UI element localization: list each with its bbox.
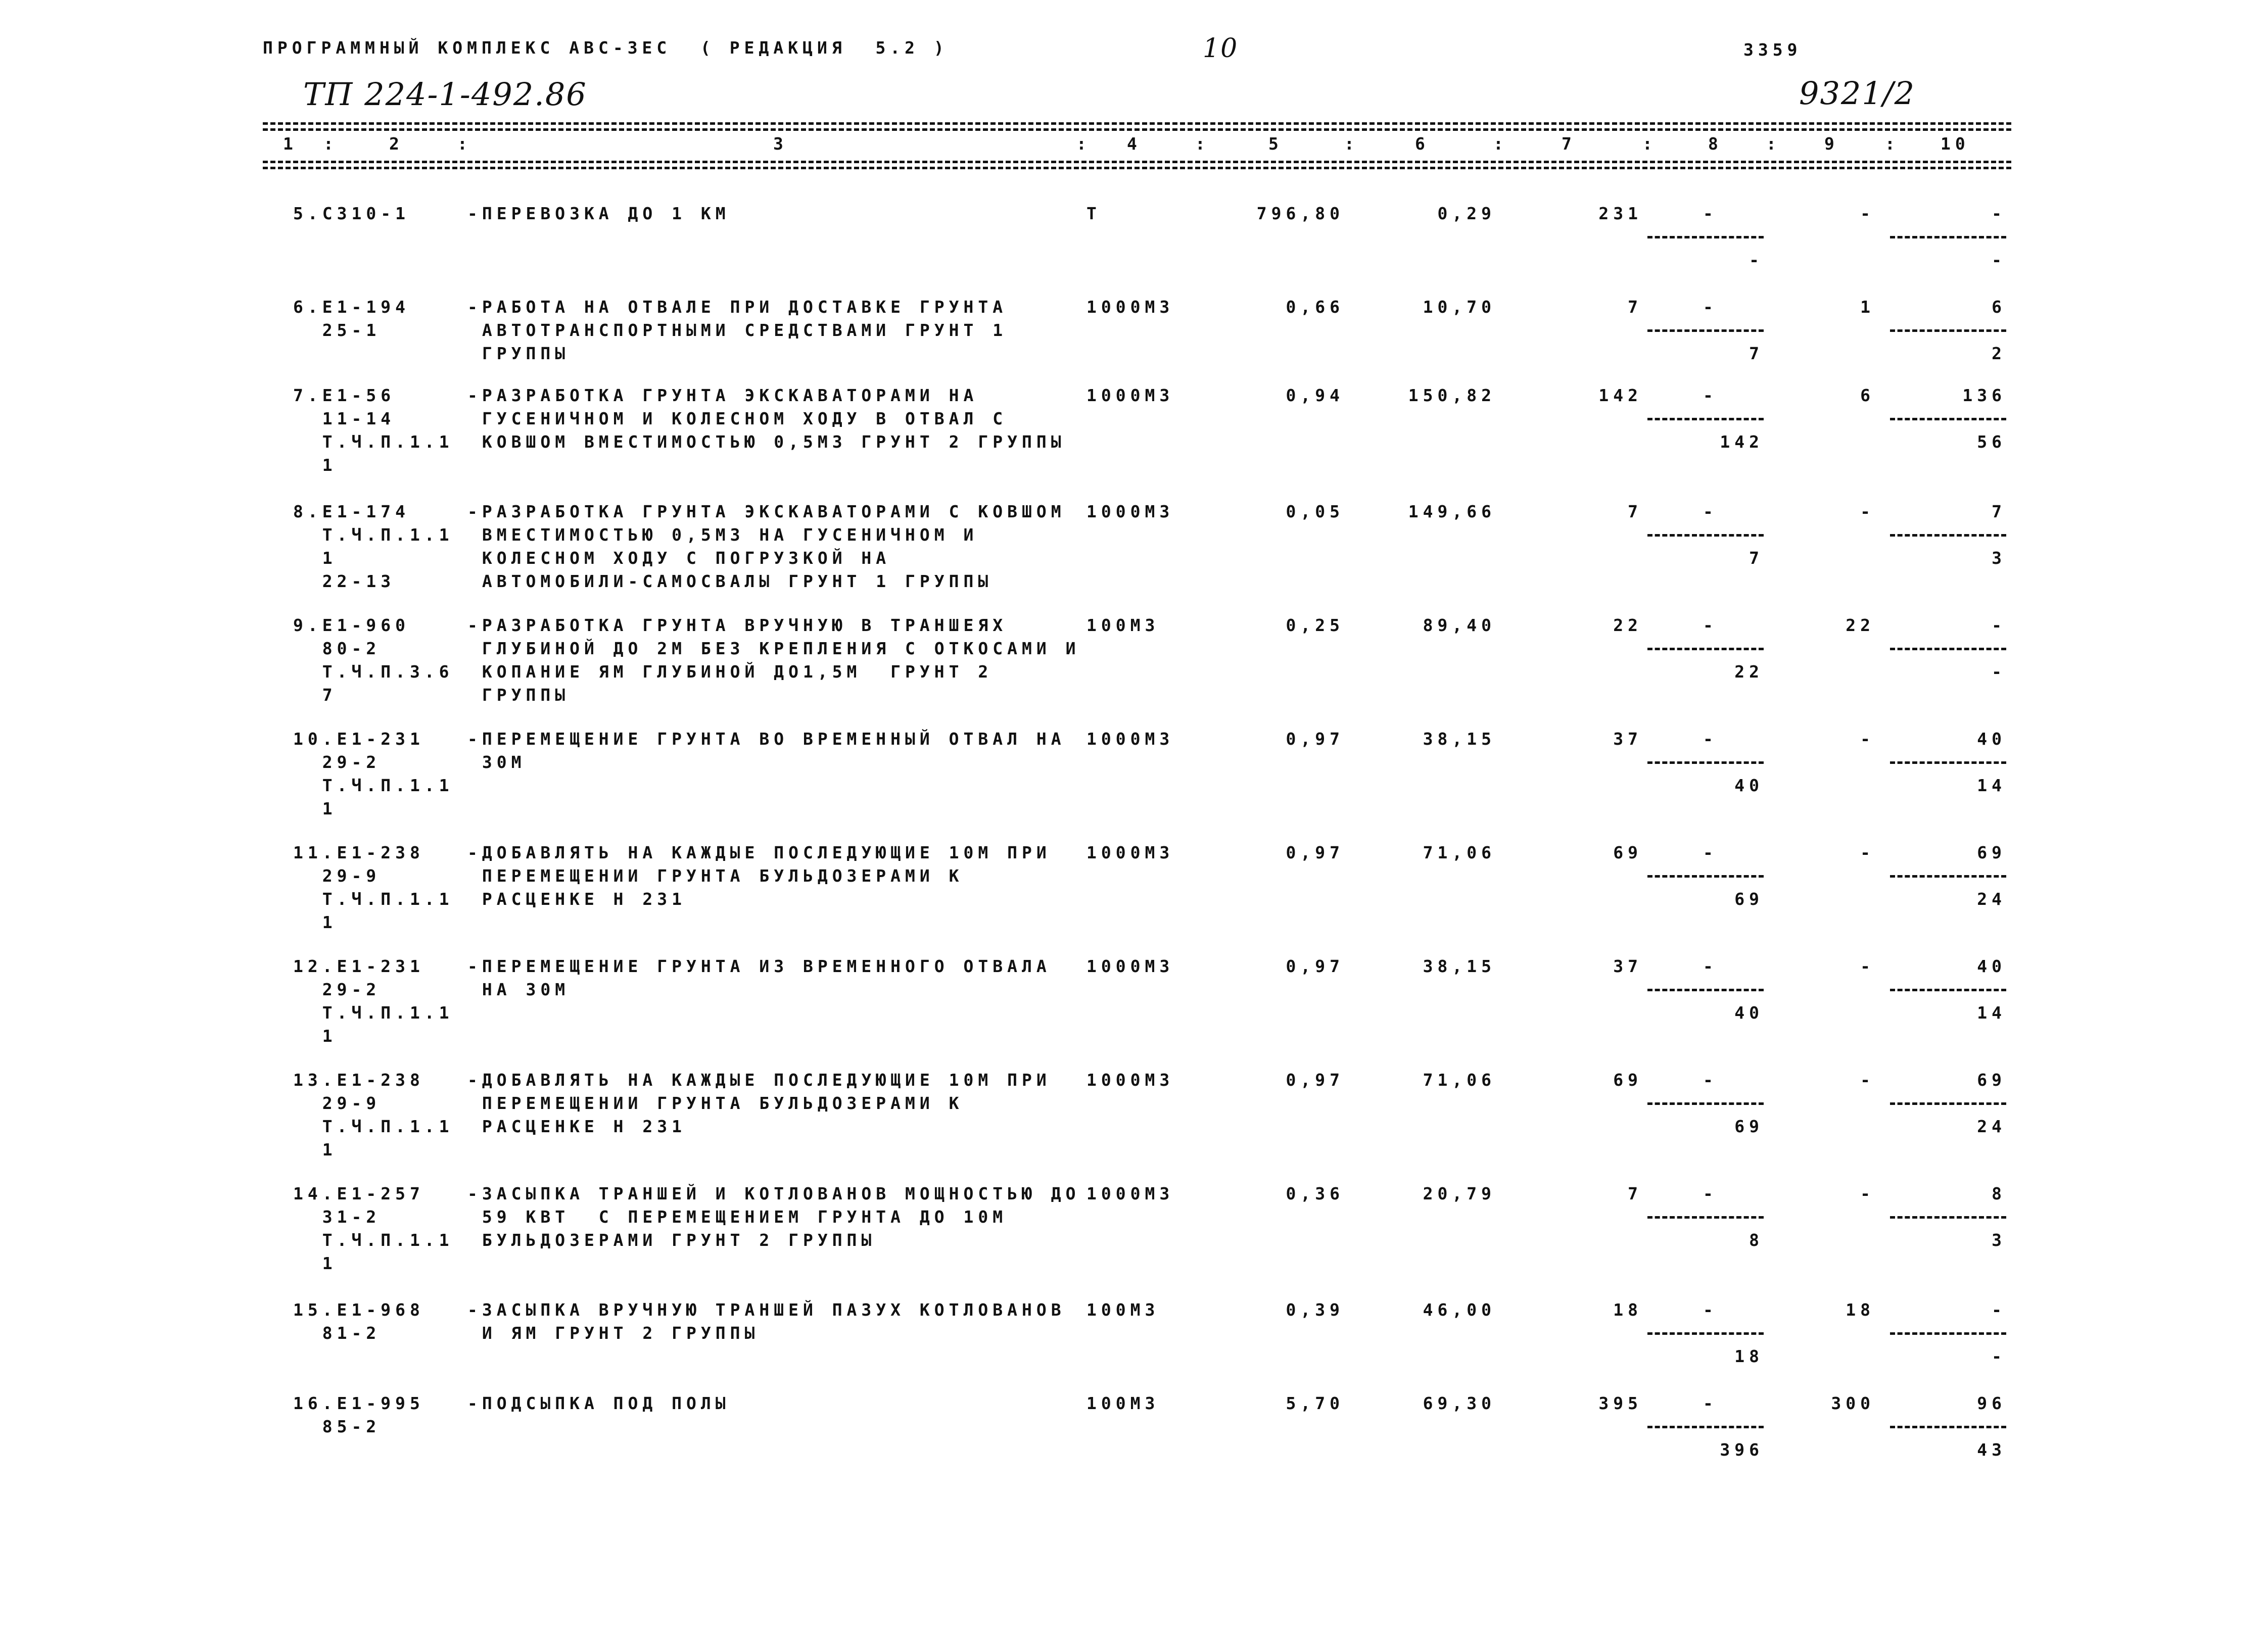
- column-8-values: [1647, 384, 1764, 454]
- item-code-line: 22-13: [293, 571, 396, 591]
- item-code: [293, 500, 454, 593]
- column-8-values: [1647, 1298, 1764, 1368]
- column-10-bottom: 3: [1992, 1230, 2006, 1250]
- item-code-line: 1: [293, 1253, 337, 1273]
- column-10-values: [1890, 202, 2006, 272]
- item-code: [293, 1182, 454, 1275]
- column-8-values: [1647, 1069, 1764, 1138]
- column-8-bottom: 22: [1734, 662, 1764, 682]
- item-description: [467, 1182, 1080, 1252]
- column-10-bottom: -: [1992, 250, 2006, 270]
- item-description-line: -ДОБАВЛЯТЬ НА КАЖДЫЕ ПОСЛЕДУЮЩИЕ 10М ПРИ: [467, 843, 1051, 862]
- item-code: [293, 1392, 424, 1438]
- item-code-line: 16.Е1-995: [293, 1393, 424, 1413]
- column-10-bottom: 14: [1977, 776, 2006, 795]
- column-10-values: [1890, 1182, 2006, 1252]
- header-rule-top: [263, 122, 2011, 125]
- quantity: 0,39: [1286, 1300, 1344, 1320]
- column-10-values: [1890, 1069, 2006, 1138]
- table-row: [0, 728, 2268, 839]
- column-separator: :: [1885, 134, 1900, 154]
- item-description-line: -ЗАСЫПКА ТРАНШЕЙ И КОТЛОВАНОВ МОЩНОСТЬЮ ДО: [467, 1184, 1080, 1203]
- header-rule-bottom: [263, 161, 2011, 163]
- item-description-line: -ДОБАВЛЯТЬ НА КАЖДЫЕ ПОСЛЕДУЮЩИЕ 10М ПРИ: [467, 1070, 1051, 1090]
- total-cost: 231: [1598, 204, 1642, 223]
- column-8-values: [1647, 841, 1764, 911]
- item-code: [293, 955, 454, 1048]
- column-10-bottom: 3: [1992, 548, 2006, 568]
- item-code-line: 10.Е1-231: [293, 729, 424, 749]
- item-code: [293, 296, 410, 342]
- column-10-top: 7: [1992, 502, 2006, 521]
- item-description: [467, 1392, 730, 1415]
- column-9-value: -: [1860, 956, 1875, 976]
- column-9-value: 6: [1860, 385, 1875, 405]
- item-description-line: ПЕРЕМЕЩЕНИИ ГРУНТА БУЛЬДОЗЕРАМИ К: [467, 866, 964, 886]
- column-10-bottom: 56: [1977, 432, 2006, 452]
- column-header-7: 7: [1562, 134, 1576, 154]
- total-cost: 395: [1598, 1393, 1642, 1413]
- column-8-divider: [1647, 319, 1764, 342]
- unit-of-measure: 1000М3: [1086, 956, 1174, 976]
- column-10-divider: [1890, 523, 2006, 547]
- column-8-top: -: [1703, 385, 1718, 405]
- item-description-line: 30М: [467, 752, 526, 772]
- column-8-top: -: [1703, 204, 1718, 223]
- column-8-values: [1647, 500, 1764, 570]
- column-8-bottom: 69: [1734, 889, 1764, 909]
- column-header-4: 4: [1127, 134, 1142, 154]
- column-8-top: -: [1703, 502, 1718, 521]
- column-10-divider: [1890, 637, 2006, 660]
- item-description: [467, 1069, 1051, 1138]
- item-description: [467, 384, 1066, 454]
- unit-price: 10,70: [1423, 297, 1496, 317]
- document-code: 3359: [1743, 40, 1802, 60]
- column-10-top: 40: [1977, 956, 2006, 976]
- column-9-value: -: [1860, 729, 1875, 749]
- item-description-line: -РАБОТА НА ОТВАЛЕ ПРИ ДОСТАВКЕ ГРУНТА: [467, 297, 1008, 317]
- column-9-value: -: [1860, 1184, 1875, 1203]
- unit-price: 20,79: [1423, 1184, 1496, 1203]
- quantity: 0,97: [1286, 1070, 1344, 1090]
- item-code-line: 1: [293, 1026, 337, 1046]
- column-header-2: 2: [389, 134, 404, 154]
- column-header-5: 5: [1268, 134, 1283, 154]
- column-8-top: -: [1703, 1393, 1718, 1413]
- unit-of-measure: 1000М3: [1086, 1184, 1174, 1203]
- item-code-line: 29-9: [293, 866, 381, 886]
- quantity: 0,66: [1286, 297, 1344, 317]
- item-description-line: НА 30М: [467, 980, 570, 999]
- column-separator: :: [323, 134, 338, 154]
- column-8-values: [1647, 1392, 1764, 1462]
- table-row: [0, 614, 2268, 725]
- column-8-values: [1647, 296, 1764, 365]
- unit-of-measure: 1000М3: [1086, 1070, 1174, 1090]
- item-code-line: 11-14: [293, 409, 396, 428]
- item-description-line: РАСЦЕНКЕ Н 231: [467, 1117, 687, 1136]
- item-code-line: 11.Е1-238: [293, 843, 424, 862]
- column-header-row: [0, 132, 2268, 158]
- column-8-top: -: [1703, 297, 1718, 317]
- item-description-line: -ПОДСЫПКА ПОД ПОЛЫ: [467, 1393, 730, 1413]
- column-8-divider: [1647, 523, 1764, 547]
- column-10-bottom: -: [1992, 662, 2006, 682]
- column-10-values: [1890, 1298, 2006, 1368]
- column-header-9: 9: [1824, 134, 1839, 154]
- handwritten-sheet-code: 9321/2: [1799, 75, 1916, 112]
- item-code-line: Т.Ч.П.1.1: [293, 432, 454, 452]
- column-10-top: 136: [1962, 385, 2006, 405]
- unit-of-measure: 100М3: [1086, 1393, 1160, 1413]
- column-separator: :: [1493, 134, 1508, 154]
- item-description-line: БУЛЬДОЗЕРАМИ ГРУНТ 2 ГРУППЫ: [467, 1230, 876, 1250]
- item-code-line: 6.Е1-194: [293, 297, 410, 317]
- column-10-top: 69: [1977, 843, 2006, 862]
- column-10-divider: [1890, 751, 2006, 774]
- column-8-divider: [1647, 978, 1764, 1001]
- column-8-bottom: 18: [1734, 1346, 1764, 1366]
- item-description-line: И ЯМ ГРУНТ 2 ГРУППЫ: [467, 1323, 760, 1343]
- column-8-bottom: -: [1749, 250, 1764, 270]
- header-rule-top-2: [263, 128, 2011, 131]
- unit-price: 89,40: [1423, 615, 1496, 635]
- total-cost: 7: [1628, 297, 1642, 317]
- column-10-divider: [1890, 1322, 2006, 1345]
- item-code-line: 85-2: [293, 1417, 381, 1436]
- item-description-line: -ПЕРЕМЕЩЕНИЕ ГРУНТА ВО ВРЕМЕННЫЙ ОТВАЛ НА: [467, 729, 1066, 749]
- column-8-top: -: [1703, 1070, 1718, 1090]
- column-10-top: 96: [1977, 1393, 2006, 1413]
- column-10-values: [1890, 500, 2006, 570]
- column-8-bottom: 142: [1720, 432, 1764, 452]
- total-cost: 69: [1613, 843, 1642, 862]
- item-code-line: Т.Ч.П.1.1: [293, 1003, 454, 1023]
- page-number: 10: [1203, 33, 1239, 64]
- item-code-line: Т.Ч.П.1.1: [293, 889, 454, 909]
- item-code: [293, 1069, 454, 1162]
- total-cost: 37: [1613, 956, 1642, 976]
- item-code-line: 9.Е1-960: [293, 615, 410, 635]
- item-description-line: 59 КВТ С ПЕРЕМЕЩЕНИЕМ ГРУНТА ДО 10М: [467, 1207, 1008, 1227]
- column-8-bottom: 7: [1749, 548, 1764, 568]
- column-10-top: -: [1992, 1300, 2006, 1320]
- item-code-line: 80-2: [293, 639, 381, 658]
- item-description: [467, 841, 1051, 911]
- total-cost: 37: [1613, 729, 1642, 749]
- header-rule-bottom-2: [263, 167, 2011, 169]
- item-description-line: ВМЕСТИМОСТЬЮ 0,5М3 НА ГУСЕНИЧНОМ И: [467, 525, 978, 545]
- item-code: [293, 841, 454, 934]
- column-10-values: [1890, 728, 2006, 797]
- column-8-bottom: 396: [1720, 1440, 1764, 1460]
- handwritten-project-code: ТП 224-1-492.86: [303, 76, 587, 113]
- column-8-divider: [1647, 1322, 1764, 1345]
- unit-price: 150,82: [1408, 385, 1496, 405]
- item-description: [467, 500, 1066, 593]
- item-code-line: 25-1: [293, 320, 381, 340]
- table-row: [0, 955, 2268, 1066]
- column-header-8: 8: [1708, 134, 1723, 154]
- total-cost: 69: [1613, 1070, 1642, 1090]
- column-8-top: -: [1703, 1300, 1718, 1320]
- item-code-line: 31-2: [293, 1207, 381, 1227]
- quantity: 0,25: [1286, 615, 1344, 635]
- quantity: 0,97: [1286, 843, 1344, 862]
- item-description: [467, 728, 1066, 774]
- quantity: 0,97: [1286, 956, 1344, 976]
- item-description-line: КОВШОМ ВМЕСТИМОСТЬЮ 0,5М3 ГРУНТ 2 ГРУППЫ: [467, 432, 1066, 452]
- column-8-divider: [1647, 637, 1764, 660]
- item-code-line: 1: [293, 548, 337, 568]
- column-8-divider: [1647, 1415, 1764, 1438]
- column-10-divider: [1890, 1415, 2006, 1438]
- column-10-divider: [1890, 407, 2006, 430]
- column-separator: :: [1642, 134, 1657, 154]
- unit-of-measure: 1000М3: [1086, 729, 1174, 749]
- column-8-bottom: 40: [1734, 1003, 1764, 1023]
- unit-price: 71,06: [1423, 1070, 1496, 1090]
- column-9-value: 300: [1831, 1393, 1875, 1413]
- column-8-divider: [1647, 407, 1764, 430]
- column-8-divider: [1647, 1092, 1764, 1115]
- total-cost: 7: [1628, 502, 1642, 521]
- item-code-line: 7.Е1-56: [293, 385, 396, 405]
- table-row: [0, 500, 2268, 611]
- column-8-values: [1647, 728, 1764, 797]
- item-description-line: АВТОМОБИЛИ-САМОСВАЛЫ ГРУНТ 1 ГРУППЫ: [467, 571, 993, 591]
- total-cost: 22: [1613, 615, 1642, 635]
- item-description: [467, 202, 730, 225]
- column-10-divider: [1890, 978, 2006, 1001]
- column-10-bottom: -: [1992, 1346, 2006, 1366]
- column-8-divider: [1647, 225, 1764, 249]
- column-10-top: 8: [1992, 1184, 2006, 1203]
- column-8-top: -: [1703, 729, 1718, 749]
- column-10-bottom: 43: [1977, 1440, 2006, 1460]
- column-8-bottom: 40: [1734, 776, 1764, 795]
- column-8-top: -: [1703, 1184, 1718, 1203]
- column-10-divider: [1890, 319, 2006, 342]
- unit-price: 46,00: [1423, 1300, 1496, 1320]
- unit-of-measure: 1000М3: [1086, 502, 1174, 521]
- column-8-bottom: 7: [1749, 344, 1764, 363]
- item-code-line: Т.Ч.П.1.1: [293, 1117, 454, 1136]
- total-cost: 7: [1628, 1184, 1642, 1203]
- quantity: 0,94: [1286, 385, 1344, 405]
- item-description-line: ГРУППЫ: [467, 685, 570, 705]
- item-description: [467, 296, 1007, 365]
- unit-of-measure: 1000М3: [1086, 385, 1174, 405]
- unit-price: 38,15: [1423, 956, 1496, 976]
- unit-of-measure: 1000М3: [1086, 297, 1174, 317]
- item-description-line: РАСЦЕНКЕ Н 231: [467, 889, 687, 909]
- column-8-divider: [1647, 751, 1764, 774]
- column-10-values: [1890, 955, 2006, 1025]
- column-10-bottom: 14: [1977, 1003, 2006, 1023]
- column-10-divider: [1890, 864, 2006, 888]
- column-9-value: -: [1860, 204, 1875, 223]
- column-header-1: 1: [283, 134, 298, 154]
- quantity: 0,36: [1286, 1184, 1344, 1203]
- item-code-line: 7: [293, 685, 337, 705]
- item-description-line: -РАЗРАБОТКА ГРУНТА ЭКСКАВАТОРАМИ НА: [467, 385, 978, 405]
- item-description-line: -ПЕРЕМЕЩЕНИЕ ГРУНТА ИЗ ВРЕМЕННОГО ОТВАЛА: [467, 956, 1051, 976]
- item-code-line: 29-2: [293, 752, 381, 772]
- item-code: [293, 614, 454, 707]
- column-8-top: -: [1703, 956, 1718, 976]
- column-9-value: -: [1860, 502, 1875, 521]
- column-8-divider: [1647, 864, 1764, 888]
- column-8-top: -: [1703, 615, 1718, 635]
- column-separator: :: [1195, 134, 1210, 154]
- item-code-line: 81-2: [293, 1323, 381, 1343]
- column-10-values: [1890, 614, 2006, 684]
- item-description-line: ГУСЕНИЧНОМ И КОЛЕСНОМ ХОДУ В ОТВАЛ С: [467, 409, 1008, 428]
- item-code: [293, 384, 454, 477]
- quantity: 0,05: [1286, 502, 1344, 521]
- column-header-6: 6: [1415, 134, 1430, 154]
- quantity: 5,70: [1286, 1393, 1344, 1413]
- column-10-top: 69: [1977, 1070, 2006, 1090]
- column-9-value: 22: [1846, 615, 1875, 635]
- item-code-line: 1: [293, 455, 337, 475]
- item-description-line: ПЕРЕМЕЩЕНИИ ГРУНТА БУЛЬДОЗЕРАМИ К: [467, 1093, 964, 1113]
- item-description-line: КОЛЕСНОМ ХОДУ С ПОГРУЗКОЙ НА: [467, 548, 891, 568]
- column-10-values: [1890, 1392, 2006, 1462]
- column-10-divider: [1890, 1205, 2006, 1229]
- column-10-top: -: [1992, 615, 2006, 635]
- item-code-line: 15.Е1-968: [293, 1300, 424, 1320]
- item-description-line: КОПАНИЕ ЯМ ГЛУБИНОЙ ДО1,5М ГРУНТ 2: [467, 662, 993, 682]
- column-10-bottom: 24: [1977, 1117, 2006, 1136]
- unit-price: 71,06: [1423, 843, 1496, 862]
- item-code-line: Т.Ч.П.1.1: [293, 776, 454, 795]
- column-10-bottom: 2: [1992, 344, 2006, 363]
- column-10-top: -: [1992, 204, 2006, 223]
- column-header-10: 10: [1941, 134, 1970, 154]
- column-10-top: 6: [1992, 297, 2006, 317]
- item-description-line: АВТОТРАНСПОРТНЫМИ СРЕДСТВАМИ ГРУНТ 1: [467, 320, 1008, 340]
- unit-of-measure: 100М3: [1086, 1300, 1160, 1320]
- item-code: [293, 1298, 424, 1345]
- column-9-value: -: [1860, 1070, 1875, 1090]
- total-cost: 18: [1613, 1300, 1642, 1320]
- column-10-divider: [1890, 1092, 2006, 1115]
- column-8-values: [1647, 955, 1764, 1025]
- quantity: 0,97: [1286, 729, 1344, 749]
- item-code-line: Т.Ч.П.1.1: [293, 525, 454, 545]
- column-header-3: 3: [773, 134, 788, 154]
- column-8-bottom: 69: [1734, 1117, 1764, 1136]
- column-8-top: -: [1703, 843, 1718, 862]
- item-description: [467, 955, 1051, 1001]
- quantity: 796,80: [1256, 204, 1344, 223]
- table-row: [0, 841, 2268, 952]
- item-description-line: ГРУППЫ: [467, 344, 570, 363]
- unit-price: 38,15: [1423, 729, 1496, 749]
- table-row: [0, 384, 2268, 495]
- table-row: [0, 1069, 2268, 1180]
- column-10-top: 40: [1977, 729, 2006, 749]
- column-10-values: [1890, 384, 2006, 454]
- unit-of-measure: 100М3: [1086, 615, 1160, 635]
- column-8-divider: [1647, 1205, 1764, 1229]
- column-separator: :: [457, 134, 472, 154]
- total-cost: 142: [1598, 385, 1642, 405]
- item-code-line: Т.Ч.П.1.1: [293, 1230, 454, 1250]
- item-description-line: -РАЗРАБОТКА ГРУНТА ВРУЧНУЮ В ТРАНШЕЯХ: [467, 615, 1008, 635]
- unit-price: 0,29: [1437, 204, 1496, 223]
- column-10-bottom: 24: [1977, 889, 2006, 909]
- column-separator: :: [1766, 134, 1781, 154]
- item-code-line: 1: [293, 912, 337, 932]
- column-8-values: [1647, 614, 1764, 684]
- unit-price: 149,66: [1408, 502, 1496, 521]
- item-code-line: 8.Е1-174: [293, 502, 410, 521]
- column-9-value: -: [1860, 843, 1875, 862]
- item-code-line: 5.С310-1: [293, 204, 410, 223]
- table-row: [0, 1182, 2268, 1293]
- item-description-line: ГЛУБИНОЙ ДО 2М БЕЗ КРЕПЛЕНИЯ С ОТКОСАМИ И: [467, 639, 1080, 658]
- item-description-line: -РАЗРАБОТКА ГРУНТА ЭКСКАВАТОРАМИ С КОВШОМ: [467, 502, 1066, 521]
- unit-of-measure: Т: [1086, 204, 1101, 223]
- item-description: [467, 614, 1080, 707]
- item-code: [293, 202, 410, 225]
- column-8-bottom: 8: [1749, 1230, 1764, 1250]
- unit-price: 69,30: [1423, 1393, 1496, 1413]
- item-code-line: 13.Е1-238: [293, 1070, 424, 1090]
- column-9-value: 1: [1860, 297, 1875, 317]
- item-code-line: 12.Е1-231: [293, 956, 424, 976]
- column-10-divider: [1890, 225, 2006, 249]
- column-10-values: [1890, 296, 2006, 365]
- item-code-line: Т.Ч.П.3.6: [293, 662, 454, 682]
- column-10-values: [1890, 841, 2006, 911]
- column-8-values: [1647, 202, 1764, 272]
- column-8-values: [1647, 1182, 1764, 1252]
- item-code-line: 14.Е1-257: [293, 1184, 424, 1203]
- unit-of-measure: 1000М3: [1086, 843, 1174, 862]
- item-code-line: 1: [293, 1140, 337, 1160]
- item-code: [293, 728, 454, 820]
- item-code-line: 29-9: [293, 1093, 381, 1113]
- item-code-line: 1: [293, 799, 337, 818]
- program-title: ПРОГРАММНЫЙ КОМПЛЕКС АВС-ЗЕС ( РЕДАКЦИЯ 5.2 ): [263, 38, 949, 58]
- item-code-line: 29-2: [293, 980, 381, 999]
- column-separator: :: [1076, 134, 1091, 154]
- item-description-line: -ПЕРЕВОЗКА ДО 1 КМ: [467, 204, 730, 223]
- item-description-line: -ЗАСЫПКА ВРУЧНУЮ ТРАНШЕЙ ПАЗУХ КОТЛОВАНОВ: [467, 1300, 1066, 1320]
- column-9-value: 18: [1846, 1300, 1875, 1320]
- item-description: [467, 1298, 1066, 1345]
- table-row: [0, 1392, 2268, 1503]
- column-separator: :: [1344, 134, 1359, 154]
